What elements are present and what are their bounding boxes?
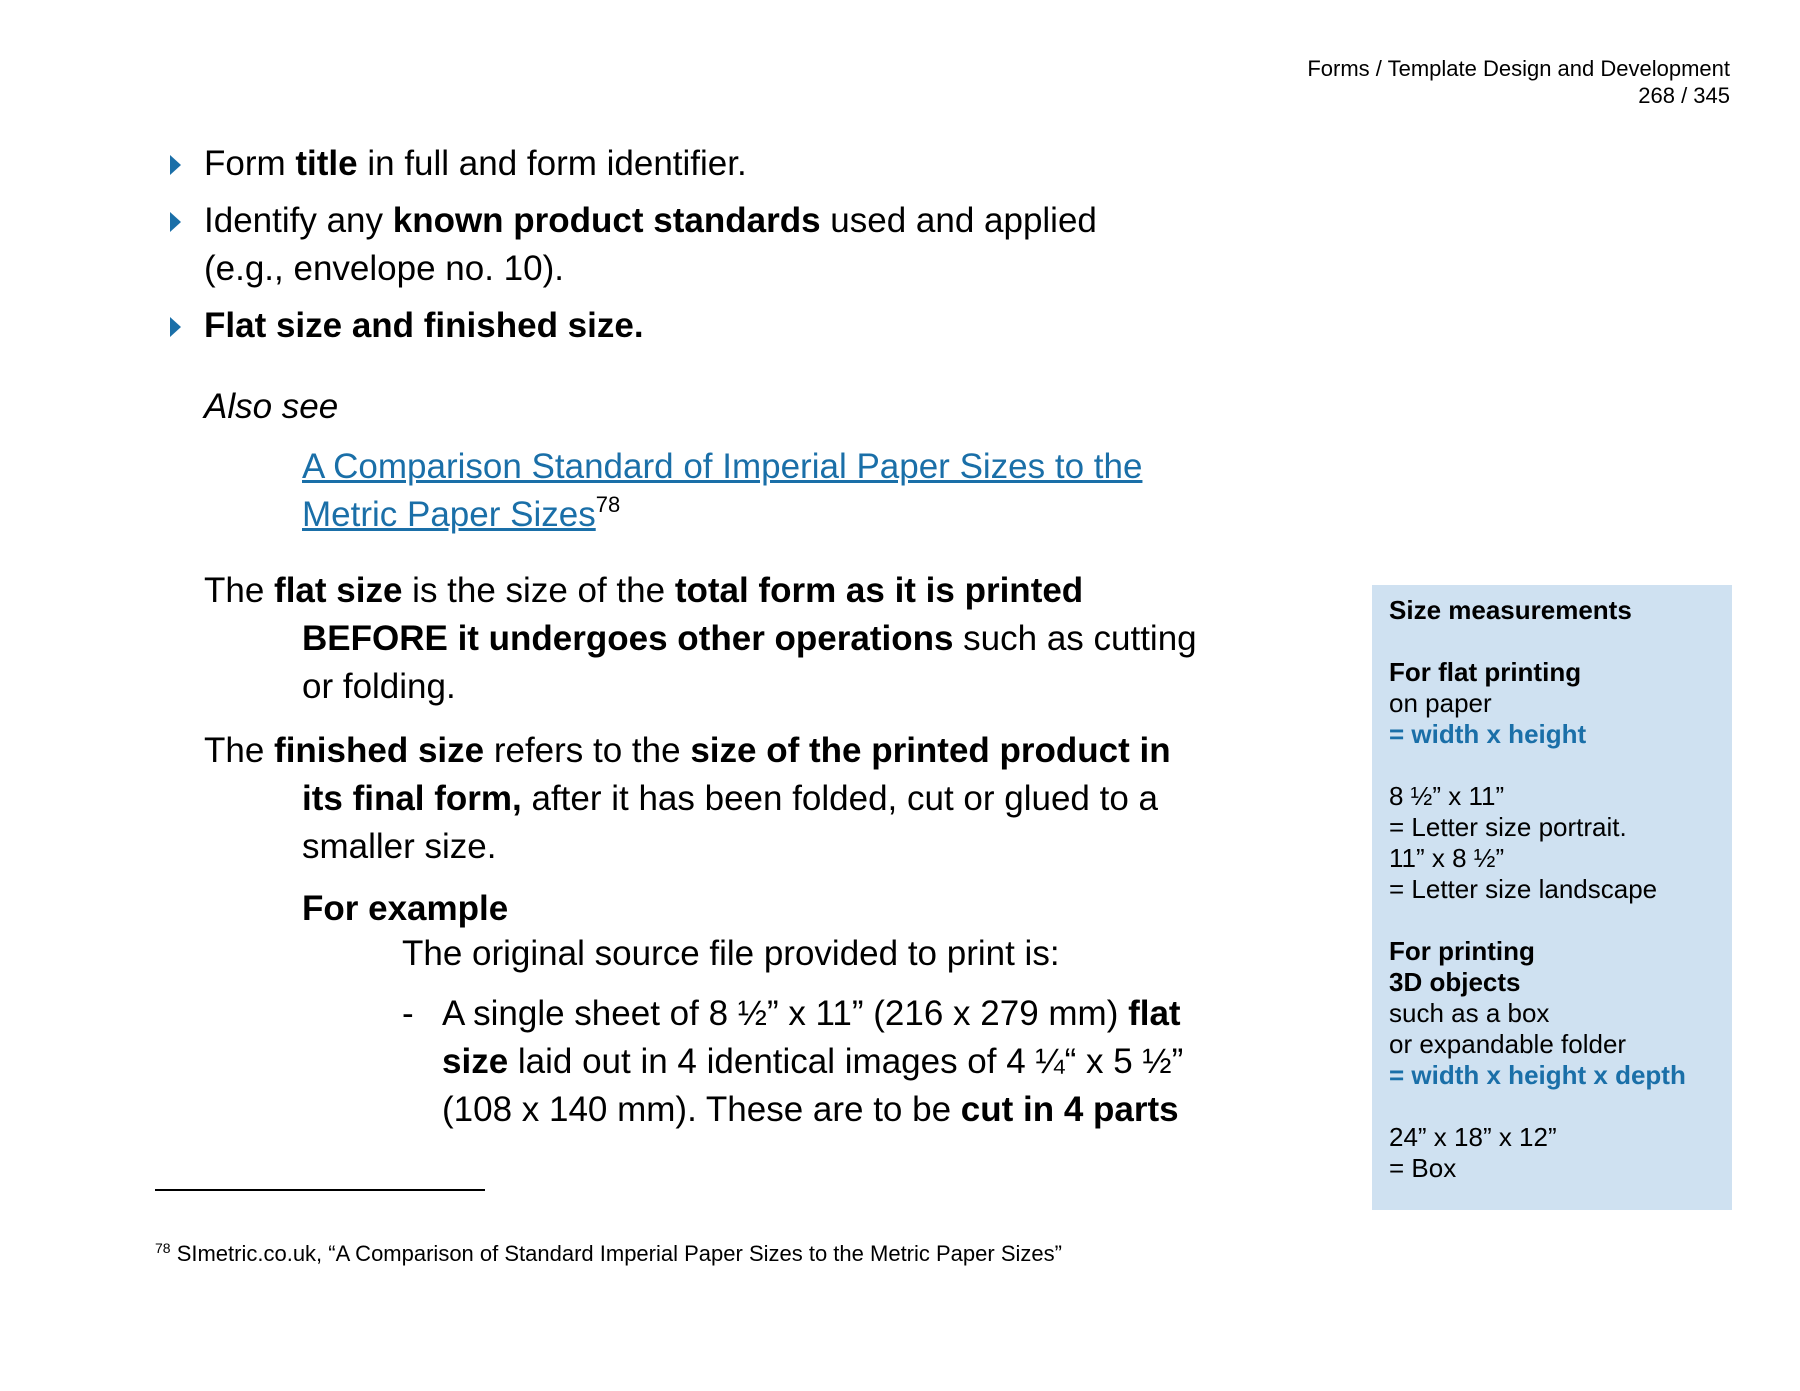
object-printing-sub: such as a box [1389, 998, 1550, 1028]
also-see-label: Also see [204, 387, 339, 426]
flat-formula: = width x height [1389, 719, 1587, 749]
document-title: Forms / Template Design and Development [1307, 56, 1730, 81]
triangle-right-icon [168, 140, 204, 188]
object-printing-heading-2: 3D objects [1389, 967, 1521, 997]
page-number: 268 / 345 [1638, 83, 1730, 108]
flat-printing-sub: on paper [1389, 688, 1492, 718]
bullet-item-flat-size [168, 302, 1248, 350]
bullet-item-product-standards [168, 197, 1248, 293]
paper-sizes-link[interactable]: A Comparison Standard of Imperial Paper Sizes to the Metric Paper Sizes [302, 447, 1143, 534]
bullet-text: Flat size and finished size. [204, 306, 644, 345]
example-box: 24” x 18” x 12” [1389, 1122, 1557, 1152]
footnote: $^{78}$ SImetric.co.uk, “A Comparison of Standard Imperial Paper Sizes to the Metric Paper Sizes” [155, 1240, 1062, 1266]
example-portrait: 8 ½” x 11” [1389, 781, 1505, 811]
finished-size-paragraph: The finished size refers to the size of the printed product in its final form, after it has been folded, cut or glued to a smaller size. [204, 731, 1171, 866]
bullet-list [168, 140, 1248, 359]
example-list-item [402, 990, 1183, 1134]
example-intro: The original source file provided to print is: [402, 934, 1060, 973]
size-measurements-sidebar [1372, 585, 1732, 1210]
example-heading: For example [302, 889, 509, 928]
flat-printing-heading: For flat printing [1389, 657, 1582, 687]
object-printing-heading: For printing [1389, 936, 1535, 966]
object-printing-sub-2: or expandable folder [1389, 1029, 1627, 1059]
example-landscape: 11” x 8 ½” [1389, 843, 1505, 873]
footnote-divider [155, 1189, 485, 1191]
example-landscape-desc: = Letter size landscape [1389, 874, 1658, 904]
dash-marker: - [402, 994, 414, 1033]
example-box-desc: = Box [1389, 1153, 1457, 1183]
triangle-right-icon [168, 302, 204, 350]
bullet-text: Identify any known product standards used and applied (e.g., envelope no. 10). [204, 201, 1097, 288]
bullet-item-form-title [168, 140, 1248, 188]
bullet-text: Form title in full and form identifier. [204, 144, 747, 183]
page-header [1307, 55, 1730, 109]
sidebar-title: Size measurements [1389, 595, 1632, 625]
reference-link-block [302, 443, 1142, 539]
object-formula: = width x height x depth [1389, 1060, 1686, 1090]
example-item-text: A single sheet of 8 ½” x 11” (216 x 279 mm) flat size laid out in 4 identical images of 4 ¼“ x 5 ½” (108 x 140 mm). These are to be cut in 4 parts [442, 994, 1184, 1129]
triangle-right-icon [168, 197, 204, 293]
footnote-ref[interactable]: 78 [595, 492, 621, 517]
example-portrait-desc: = Letter size portrait. [1389, 812, 1627, 842]
flat-size-paragraph: The flat size is the size of the total form as it is printed BEFORE it undergoes other operations such as cutting or folding. [204, 571, 1197, 706]
